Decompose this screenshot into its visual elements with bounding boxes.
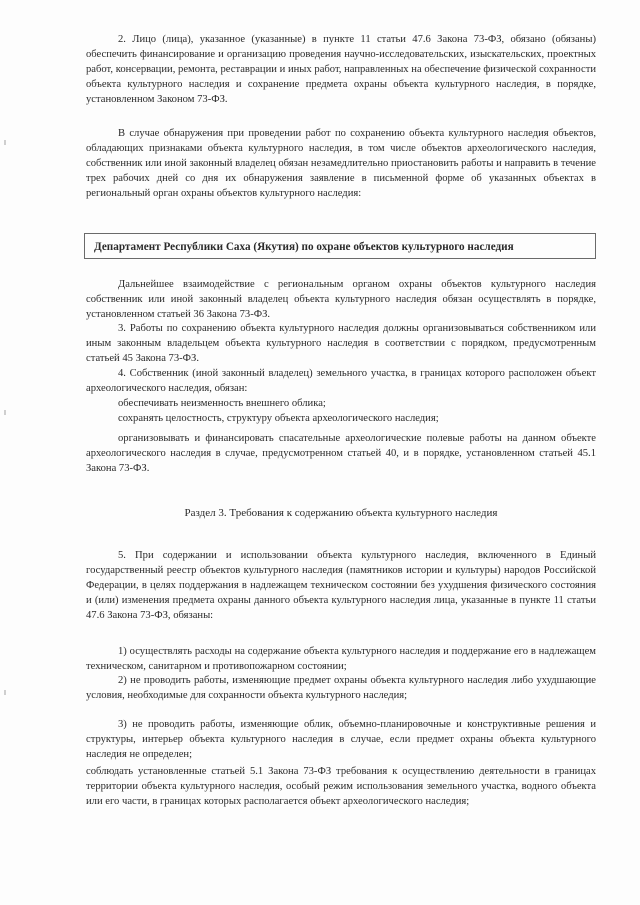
paragraph-integrity: сохранять целостность, структуру объекта археологического наследия; xyxy=(118,413,439,424)
authority-name: Департамент Республики Саха (Якутия) по охране объектов культурного наследия xyxy=(94,241,514,253)
paragraph-discovery-notice: В случае обнаружения при проведении работ по сохранению объекта культурного наследия объектов, обладающих признаками объекта культурного наследия, в том числе объектов археологического наследия, собственник или иной законный владелец обязан незамедлительно приостановить работы и направить в течение трех рабочих дней со дня их обнаружения заявление в письменной форме об указанных объектах в региональный орган охраны объектов культурного наследия: xyxy=(86,128,596,199)
paragraph-interaction: Дальнейшее взаимодействие с региональным органом охраны объектов культурного наследия собственник или иной законный владелец объекта культурного наследия обязан осуществлять в порядке, установленном статьей 36 Закона 73-ФЗ. xyxy=(86,279,596,320)
paragraph-sub-1: 1) осуществлять расходы на содержание объекта культурного наследия и поддержание его в надлежащем техническом, санитарном и противопожарном состоянии; xyxy=(86,646,596,672)
paragraph-requirements: соблюдать установленные статьей 5.1 Закона 73-ФЗ требования к осуществлению деятельности в границах территории объекта культурного наследия, особый режим использования земельного участка, водного объекта или его части, в границах которых располагается объект археологического наследия; xyxy=(86,766,596,807)
paragraph-item-3: 3. Работы по сохранению объекта культурного наследия должны организовываться собственником или иным законным владельцем объекта культурного наследия в соответствии с порядком, предусмотренным статьей 45 Закона 73-ФЗ. xyxy=(86,323,596,364)
paragraph-item-4: 4. Собственник (иной законный владелец) земельного участка, в границах которого расположен объект археологического наследия, обязан: xyxy=(86,368,596,394)
paragraph-item-5: 5. При содержании и использовании объекта культурного наследия, включенного в Единый государственный реестр объектов культурного наследия (памятников истории и культуры) народов Российской Федерации, в целях поддержания в надлежащем техническом состоянии без ухудшения физического состояния и (или) изменения предмета охраны данного объекта культурного наследия лица, указанные в пункте 11 статьи 47.6 Закона 73-ФЗ, обязаны: xyxy=(86,550,596,621)
paragraph-sub-2: 2) не проводить работы, изменяющие предмет охраны объекта культурного наследия либо ухудшающие условия, необходимые для сохранности объекта культурного наследия; xyxy=(86,675,596,701)
scan-margin-mark xyxy=(4,140,6,145)
scan-margin-mark xyxy=(4,410,6,415)
section-heading: Раздел 3. Требования к содержанию объекта культурного наследия xyxy=(184,507,498,519)
scan-margin-mark xyxy=(4,690,6,695)
paragraph-exterior: обеспечивать неизменность внешнего облика; xyxy=(118,398,326,409)
paragraph-rescue-works: организовывать и финансировать спасательные археологические полевые работы на данном объекте археологического наследия в случае, предусмотренном статьей 40, и в порядке, установленном статьей 45.1 Закона 73-ФЗ. xyxy=(86,433,596,474)
paragraph-item-2: 2. Лицо (лица), указанное (указанные) в пункте 11 статьи 47.6 Закона 73-ФЗ, обязано (обязаны) обеспечить финансирование и организацию проведения научно-исследовательских, изыскательских, проектных работ, консервации, ремонта, реставрации и иных работ, направленных на обеспечение физической сохранности объекта культурного наследия и сохранение предмета охраны объекта культурного наследия, в порядке, установленном Законом 73-ФЗ. xyxy=(86,34,596,105)
paragraph-sub-3: 3) не проводить работы, изменяющие облик, объемно-планировочные и конструктивные решения и структуры, интерьер объекта культурного наследия в случае, если предмет охраны объекта культурного наследия не определен; xyxy=(86,719,596,760)
